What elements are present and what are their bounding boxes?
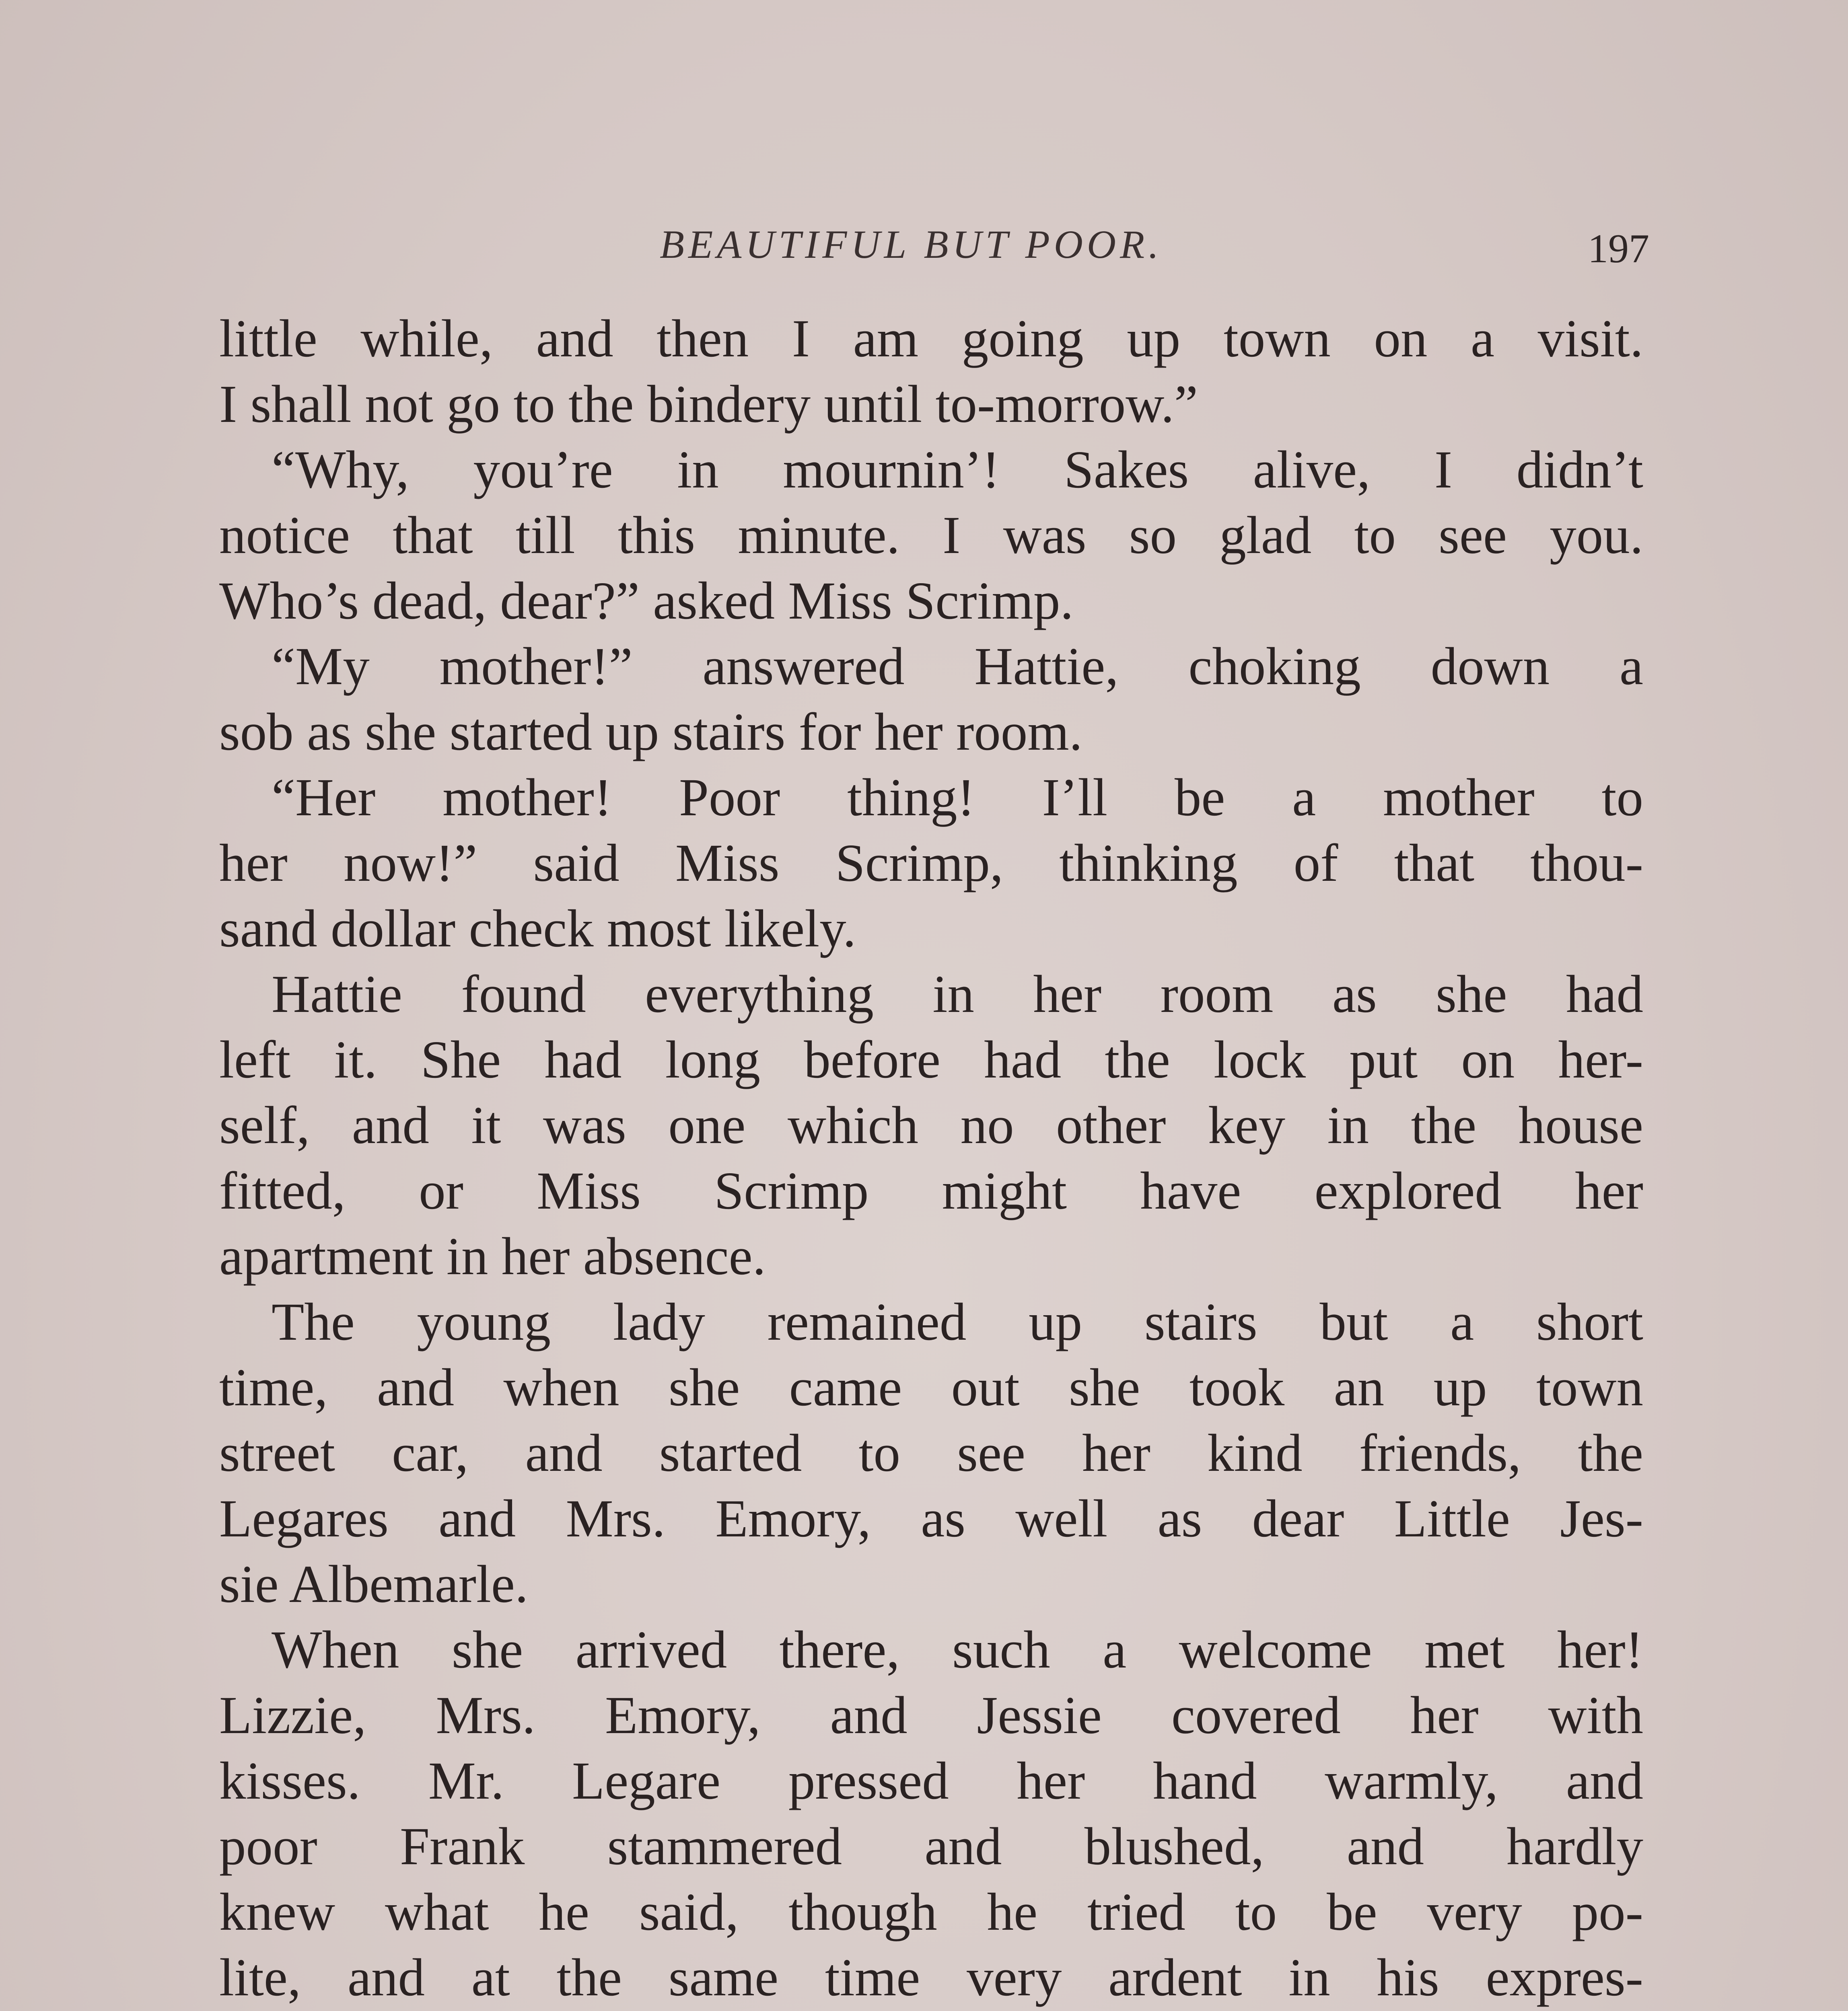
text-line: “My mother!” answered Hattie, choking down a	[272, 636, 1643, 696]
running-title: BEAUTIFUL BUT POOR.	[660, 222, 1163, 267]
text-line: apartment in her absence.	[219, 1226, 766, 1286]
text-line: The young lady remained up stairs but a short	[272, 1292, 1643, 1351]
text-line: her now!” said Miss Scrimp, thinking of that thou-	[219, 833, 1643, 892]
body-text	[219, 306, 1643, 2011]
text-line: Hattie found everything in her room as she had	[272, 964, 1643, 1024]
text-line: sie Albemarle.	[219, 1554, 529, 1614]
text-line: self, and it was one which no other key in the house	[219, 1095, 1643, 1155]
page-number: 197	[1588, 226, 1649, 271]
text-line: notice that till this minute. I was so glad to see you.	[219, 505, 1643, 565]
text-line: kisses. Mr. Legare pressed her hand warmly, and	[219, 1751, 1643, 1810]
text-line: left it. She had long before had the lock put on her-	[219, 1030, 1643, 1089]
text-line: fitted, or Miss Scrimp might have explored her	[219, 1161, 1643, 1220]
text-line: poor Frank stammered and blushed, and hardly	[219, 1816, 1643, 1876]
text-line: street car, and started to see her kind friends, the	[219, 1423, 1643, 1483]
text-line: Legares and Mrs. Emory, as well as dear Little Jes-	[219, 1489, 1643, 1548]
text-line: sand dollar check most likely.	[219, 899, 856, 958]
running-header	[225, 209, 1649, 273]
text-line: “Her mother! Poor thing! I’ll be a mother to	[272, 767, 1643, 827]
text-line: When she arrived there, such a welcome met her!	[272, 1620, 1643, 1679]
text-line: I shall not go to the bindery until to-morrow.”	[219, 374, 1198, 434]
text-line: knew what he said, though he tried to be very po-	[219, 1882, 1643, 1941]
text-line: sob as she started up stairs for her room.	[219, 702, 1082, 761]
text-line: “Why, you’re in mournin’! Sakes alive, I didn’t	[272, 440, 1643, 499]
text-line: little while, and then I am going up town on a visit.	[219, 308, 1643, 368]
text-line: time, and when she came out she took an up town	[219, 1357, 1643, 1417]
text-line: lite, and at the same time very ardent in his expres-	[219, 1947, 1643, 2007]
text-line: Lizzie, Mrs. Emory, and Jessie covered her with	[219, 1685, 1643, 1745]
text-line: Who’s dead, dear?” asked Miss Scrimp.	[219, 571, 1074, 630]
